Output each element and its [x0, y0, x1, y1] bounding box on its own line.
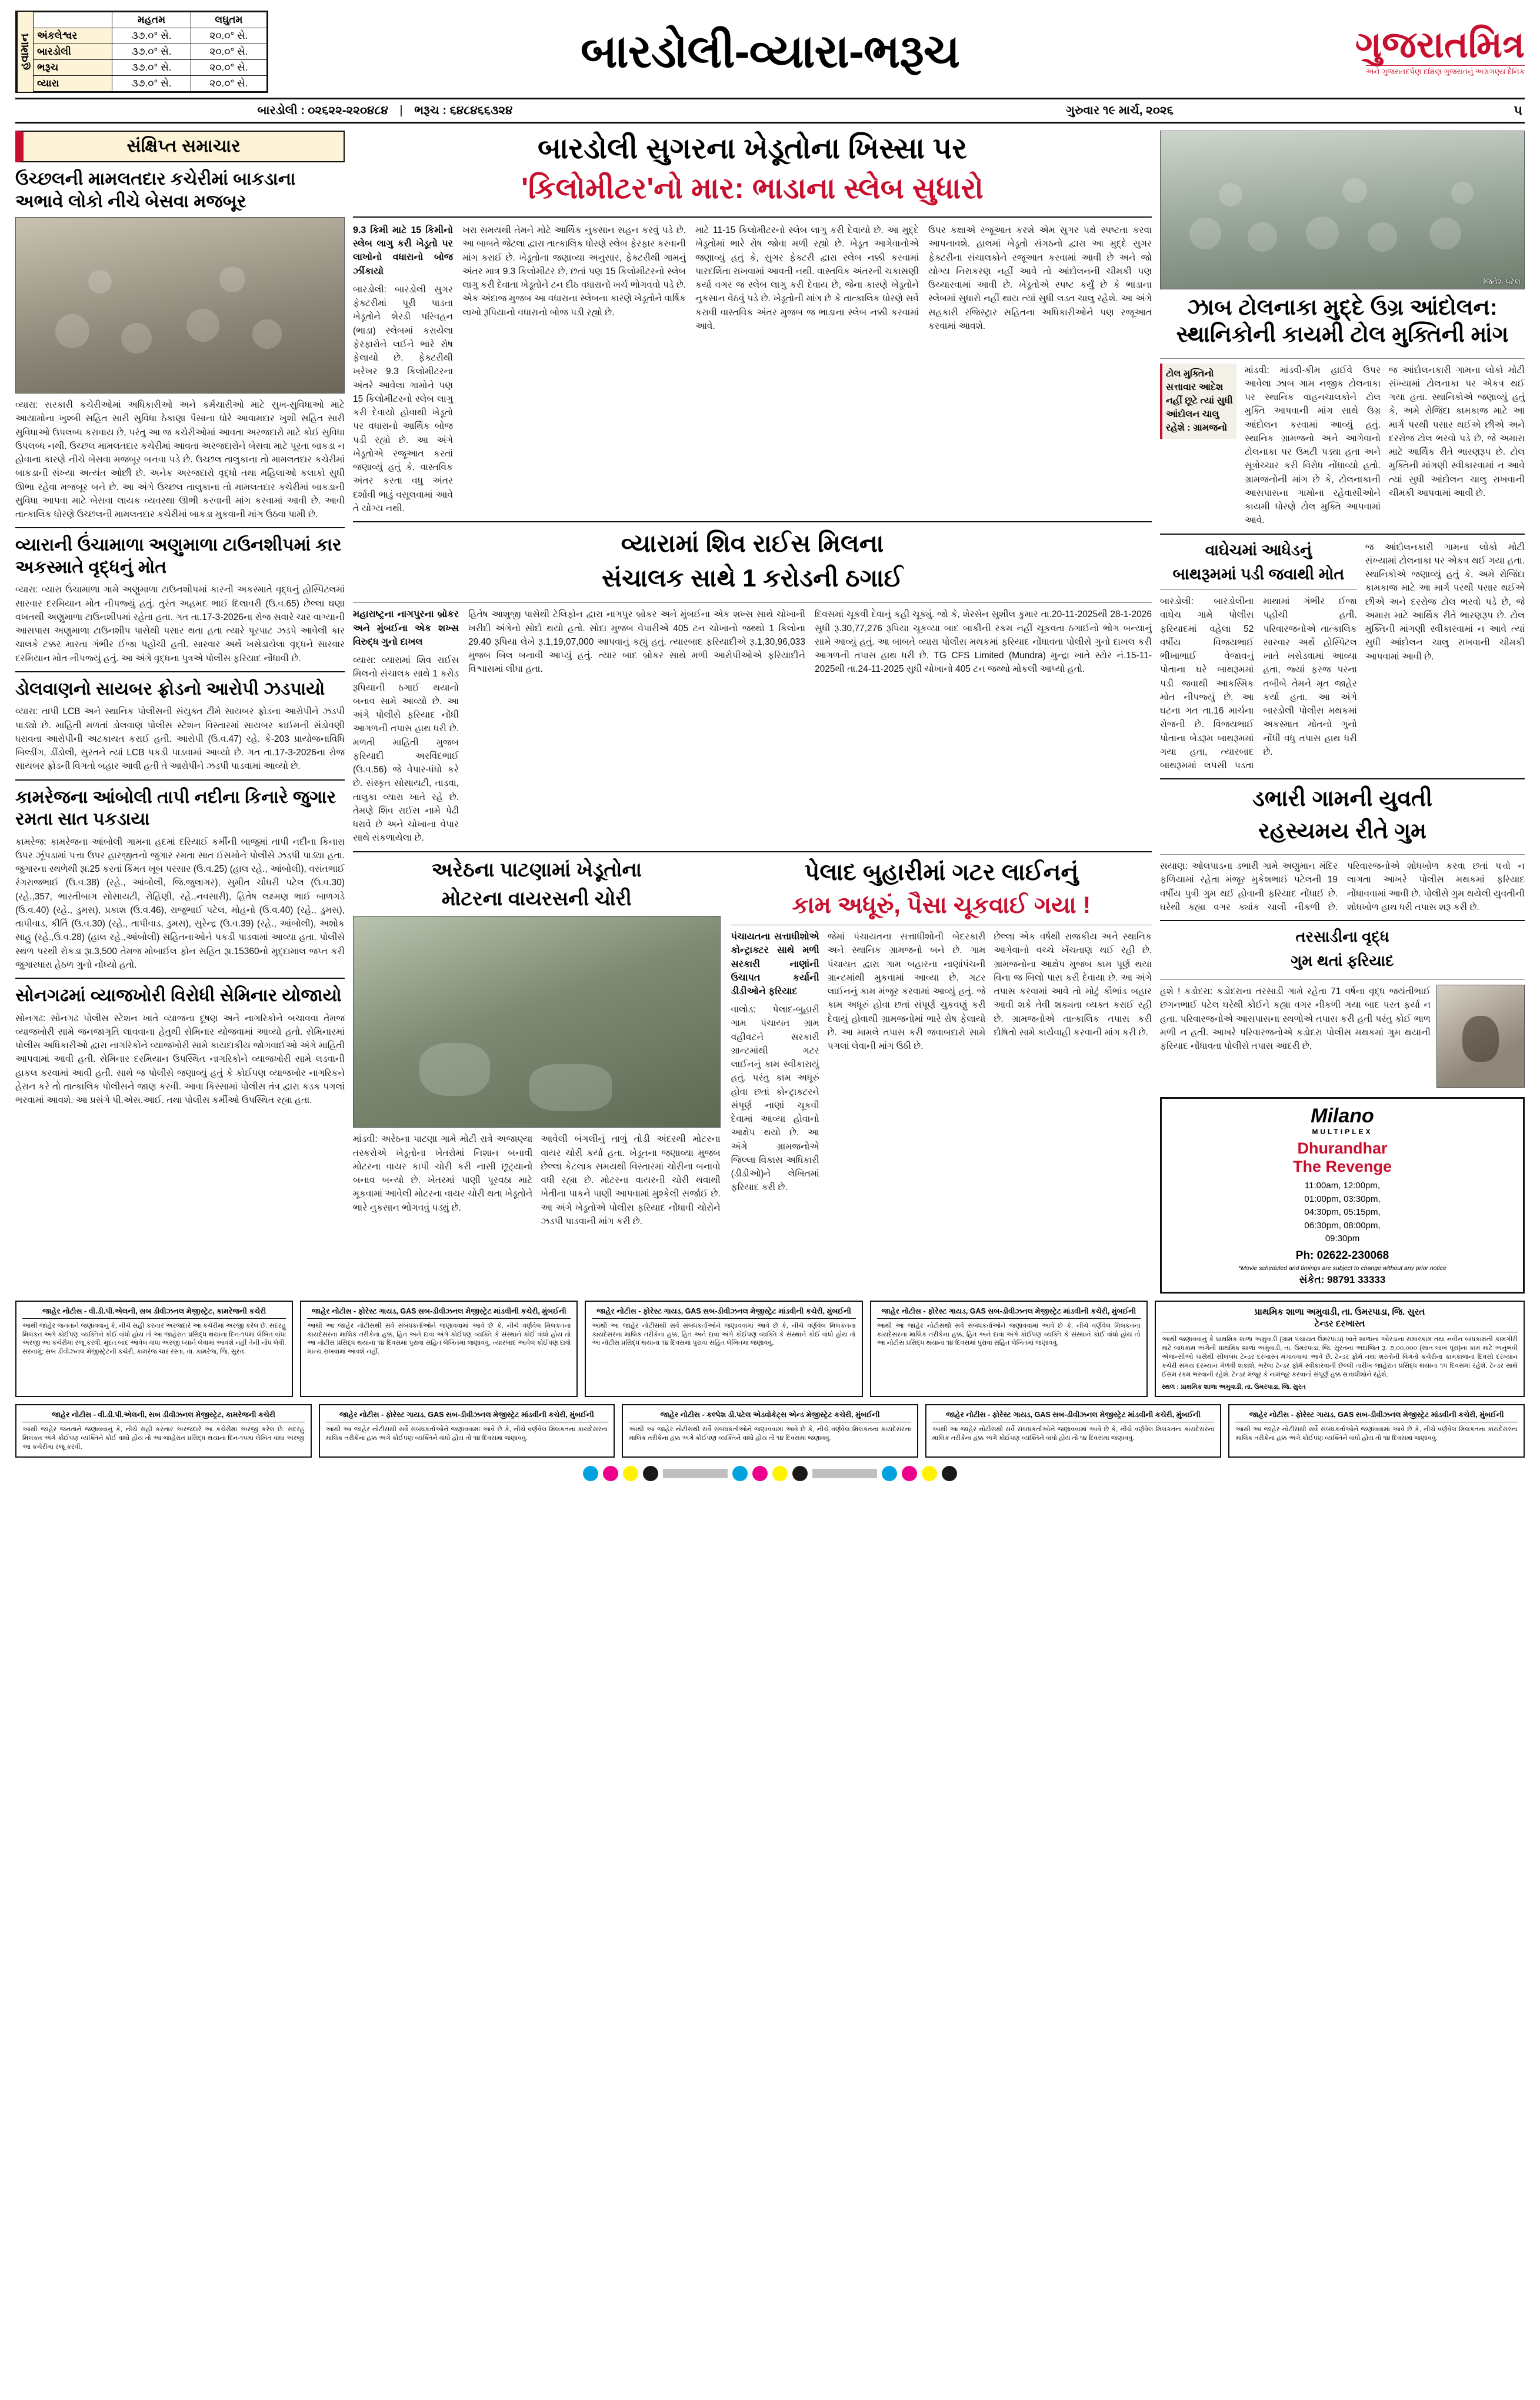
- weather-max: ૩૭.૦° સે.: [112, 28, 191, 44]
- cinema-advertisement[interactable]: [1160, 1097, 1525, 1294]
- weather-min: ૨૦.૦° સે.: [191, 28, 266, 44]
- rice-body-col2: હિતેષ આશુજી પાસેથી ટેલિફોન દ્વારા નાગપુર બ્રોકર અને મુંબઈના એક શખ્સ સાથે ચોખાની ખરીદી અંગેનો સોદો થયો હતો. સોદા મુજબ વેપારીએ 405 ટન ચોખાનો જથ્થો 1 કિલોના 29.40 રૂપિયા લેખે રૂ.1,19,07,000 આપવાનું કહ્યું હતું. ત્યારબાદ ફરિયાદીએ રૂ.1,30,96,033 મુજબ બિલ બનાવી આપ્યું હતું. ત્યાર બાદ બ્રોકર સાથે મળી આરોપીઓએ ફરિયાદીને વિશ્વાસમાં લીધા હતા.: [468, 609, 805, 675]
- ad-title: જાહેર નોટીસ - ફોરેસ્ટ ગાયડ, GAS સબ-ડીવીઝનલ મેજીસ્ટ્રેટ માંડવીની કચેરી, મુંબઈની: [592, 1306, 855, 1319]
- photo-toll-protest: [1160, 131, 1525, 289]
- ad-footer: સ્થળ : પ્રાથમિક શાળા અમુવાડી, તા. ઉમરપાડા, જિ. સુરત: [1161, 1383, 1306, 1391]
- ad-title: જાહેર નોટીસ - ફોરેસ્ટ ગાયડ, GAS સબ-ડીવીઝનલ મેજીસ્ટ્રેટ માંડવીની કચેરી, મુંબઈની: [877, 1306, 1141, 1319]
- cinema-sanket-number[interactable]: સંકેત: 98791 33333: [1299, 1274, 1386, 1285]
- missing-headline-line2: રહસ્યમય રીતે ગુમ: [1258, 818, 1426, 844]
- ad-body: આથી જાહેર જનતાને જણાવવાનું કે, નીચે સહી કરનાર અરજદારે આ કચેરીમાં અરજી કરેલ છે. સદરહુ મિલકત અંગે કોઈપણ વ્યક્તિને કોઈ વાંધો હોય તો આ જાહેરાત પ્રસિદ્ધ થયાના દિન-૧૫માં લેખિત વાંધા અરજી આ કચેરીમાં રજૂ કરવી. મુદત બાદ આવેલ વાંધા અરજી ધ્યાને લેવામાં આવશે નહીં તેની નોંધ લેવી. સરનામું: સબ ડીવીઝનલ મેજીસ્ટ્રેટની કચેરી, કામરેજ ચાર રસ્તા, તા. કામરેજ, જિ. સુરત.: [22, 1322, 286, 1356]
- cinema-brand-sub: MULTIPLEX: [1312, 1128, 1373, 1136]
- ad-body: આથી જણાવવાનું કે પ્રાથમિક શાળા અમુવાડી (ગ્રામ પંચાયત ઉમરપાડા) ખાતે શાળાના ઓરડાના સમારકામ તથા નવીન બાંધકામની કામગીરી માટે બાંધકામ અંગેની પ્રાથમિક શાળા અમુવાડી, તા. ઉમરપાડા, જિ. સુરતના અંદાજિત રૂ. ૭,૦૦,૦૦૦ (સાત લાખ પૂરા)ના કામ માટે અનુભવી એજન્સીઓ પાસેથી સીલબંધ ટેન્ડર દરખાસ્ત મંગાવવામાં આવે છે. ટેન્ડર ફોર્મ તથા શરતોની વિગતો કચેરીના કામકાજના દિવસો દરમ્યાન કચેરી સમય દરમ્યાન મેળવી શકાશે. ભરેલા ટેન્ડર ફોર્મ સ્વીકારવાની છેલ્લી તારીખ જાહેરાત પ્રસિદ્ધ થયાના ૧૫ દિવસમાં રહેશે. ટેન્ડર સાથે ઈસમ રકમ ભરવાની રહેશે. ટેન્ડર મંજૂર કે નામંજૂર કરવાનો સંપૂર્ણ હક્ક સત્તાધીશોને રહેશે.: [1161, 1336, 1518, 1378]
- classified-ads-row-2: [15, 1404, 1525, 1457]
- divider: [1160, 920, 1525, 921]
- rice-body-col3: દિવસમાં ચૂકવી દેવાનું કહી ચૂક્યું. જો કે, શેરસેન સુશીલ કુમાર તા.20-11-2025થી 28-1-2026 સુધી રૂ.30,77,276 રૂપિયા ચૂકવ્યા બાદ બાકીની રકમ નહીં ચૂકવતા ઠગાઈનો ભોગ બન્યાનું સામે આવ્યું હતું. આ બાબતે વ્યારા પોલીસ મથકમાં ફરિયાદ નોંધાવતા પોલીસે ગુનો દાખલ કરી આગળની તપાસ હાથ ધરી છે. TG CFS Limited (Mundra) મુન્દ્રા ખાતે સ્ટોર નં.15-11-2025થી તા.24-11-2025 સુધી ચોખાનો 405 ટન જથ્થો મોકલી આપ્યો હતો.: [815, 609, 1152, 675]
- table-row: [34, 76, 267, 92]
- gutter-body-col2: જેમાં પંચાયતના સત્તાધીશોની બેદરકારી અને સ્થાનિક ગ્રામજનો બને છે. ગામ પંચાયત દ્વારા ગામ બહારના નાણાંપંચની ગ્રાન્ટમાંથી મુકવામાં આવ્યા છે. ગટર લાઈનનું કામ મંજૂર કરવામાં આવ્યું હતું. જે કામ અધૂરું હોવા છતાં સંપૂર્ણ ચુકવણું કરી દેવાયું હોવાથી ગ્રામજનોમાં ભારે રોષ ફેલાયો છે. આ મામલે તપાસ કરી જવાબદારો સામે પગલાં લેવાની માંગ ઉઠી છે.: [827, 932, 986, 1052]
- ad-title: જાહેર નોટીસ - વી.ડી.પી.એલની, સબ ડીવીઝનલ મેજીસ્ટ્રેટ, કામરેજની કચેરી: [22, 1410, 305, 1422]
- photo-uchhal-office: [15, 217, 345, 394]
- ad-title: [1162, 1306, 1518, 1333]
- weather-max: ૩૭.૦° સે.: [112, 44, 191, 60]
- ad-body: આથી આ જાહેર નોટીસથી સર્વે સંબંધકર્તાઓને જણાવવામાં આવે છે કે, નીચે વર્ણવેલ મિલકતના કાયદેસરના માલિક તરીકેના હક્ક અંગે કોઈપણ વ્યક્તિને વાંધો હોય તો ૧૪ દિવસમાં જણાવવું.: [932, 1426, 1215, 1442]
- table-row: [34, 60, 267, 76]
- headline-uchhal-office: ઉચ્છલની મામલતદાર કચેરીમાં બાકડાના અભાવે લોકો નીચે બેસવા મજબૂર: [15, 169, 296, 211]
- theft-body-col2: આવેલી બંગલીનું તાળું તોડી અંદરથી મોટરના વાયર ચોરી કર્યા હતા. ખેડૂતના જણાવ્યા મુજબ છેલ્લા કેટલાક સમયથી વિસ્તારમાં ચોરીના બનાવો વધી રહ્યા છે. મોટરના વાયરની ચોરી થવાથી ખેતીના પાકને પાણી આપવામાં મુશ્કેલી સર્જાઈ છે. આ અંગે ખેડૂતોએ પોલીસ ફરિયાદ નોંધાવી ચોરોને ઝડપી પાડવાની માંગ કરી છે.: [541, 1134, 721, 1226]
- logo-tagline: અને ગુજરાતદર્પણ દક્ષિણ ગુજરાતનું અગ્રગણ્ય દૈનિક: [1366, 65, 1525, 76]
- divider: [1160, 778, 1525, 779]
- article-body-vyara-accident: વ્યારા: વ્યારા ઉંચામાળા ગામે અણુમાળા ટાઉનશીપમાં કારની અકસ્માતે વૃદ્ધનું હોસ્પિટલમાં સારવાર દરમિયાન મોત નીપજ્યું હતું. તુરંત અહમદ ભાઈ દિલાવરી (ઉ.વ.65) છેલ્લા ઘણા વખતથી અણુમાળા ટાઉનશીપમાં રહેતા હતા. ગત તા.17-3-2026ના રોજ સવારે ચાર વાગ્યાની આસપાસ અણુમાળા ટાઉનશીપ પાસેથી પસાર થતા હતા ત્યારે પૂરપાટ ઝડપે આવેલી કાર ચાલકે ટક્કર મારતા ગંભીર ઈજા પહોંચી હતી. સારવાર અર્થે ખસેડાયેલા વૃદ્ધને સારવાર દરમિયાન મોત નીપજ્યું હતું. આ અંગે વૃદ્ધના પુત્રએ પોલીસ ફરિયાદ નોંધાવી છે.: [15, 585, 345, 664]
- cinema-brand-name: Milano: [1311, 1105, 1374, 1128]
- contact-numbers: [18, 104, 752, 118]
- cinema-movie-line2: The Revenge: [1292, 1158, 1392, 1176]
- headline-cyber-fraud: ડોલવાણનો સાયબર ફ્રોડનો આરોપી ઝડપાયો: [15, 679, 325, 699]
- weather-city: વ્યારા: [34, 76, 112, 92]
- divider: [1160, 358, 1525, 359]
- showtime-row: 04:30pm, 05:15pm,: [1304, 1207, 1381, 1218]
- classified-ads-row-1: [15, 1301, 1525, 1398]
- cinema-brand: [1166, 1105, 1518, 1136]
- ad-body: આથી આ જાહેર નોટીસથી સર્વે સંબંધકર્તાઓને જણાવવામાં આવે છે કે, નીચે વર્ણવેલ મિલકતના કાયદેસરના માલિક તરીકેના હક્ક, હિત અને દાવા અંગે કોઈપણ વ્યક્તિ કે સંસ્થાને કોઈ વાંધો હોય તો આ નોટીસ પ્રસિદ્ધ થયાના ૧૪ દિવસમાં પુરાવા સહિત લેખિતમાં જણાવવું.: [592, 1322, 856, 1347]
- weather-box: [15, 11, 268, 93]
- weather-col-max: મહતમ: [112, 12, 191, 28]
- ad-school-tender: [1155, 1301, 1525, 1398]
- article-body-seminar: સોનગઢ: સોનગઢ પોલીસ સ્ટેશન ખાતે વ્યાજના દૂષણ અને નાગરિકોને બચાવવા તેમજ વ્યાજખોરી સામે જનજાગૃતિ લાવવાના હેતુથી સેમિનાર યોજવામાં આવ્યો હતો. સેમિનારમાં પોલીસ અધિકારીઓ દ્વારા નાગરિકોને વ્યાજખોરી સામે કાયદાકીય જોગવાઈઓ અંગે માહિતી આપવામાં આવી હતી. સેમિનાર દરમિયાન ઉપસ્થિત નાગરિકોને વ્યાજખોરી સામે લડવાની હાકલ કરવામાં આવી હતી. સાથે જ પોલીસે જણાવ્યું હતું કે કોઈપણ વ્યાજખોર નાગરિકને હેરાન કરે તો તાત્કાલિક પોલીસને જાણ કરવી. આવા કિસ્સામાં પોલીસ તંત્ર દ્વારા કડક પગલાં ભરવામાં આવશે. આ પ્રસંગે પી.એસ.આઈ. તથા પોલીસ કર્મીઓ ઉપસ્થિત રહ્યા હતા.: [15, 1013, 345, 1105]
- divider: [15, 671, 345, 672]
- divider: [353, 216, 1152, 218]
- divider: [1160, 854, 1525, 855]
- divider: [353, 521, 1152, 522]
- ad-title: જાહેર નોટીસ - વી.ડી.પી.એલની, સબ ડીવીઝનલ મેજીસ્ટ્રેટ, કામરેજની કચેરી: [22, 1306, 286, 1319]
- ad-notice: [15, 1301, 293, 1398]
- publication-date: ગુરુવાર ૧૯ માર્ચ, ૨૦૨૬: [1066, 104, 1174, 117]
- rice-subheadline: મહારાષ્ટ્રના નાગપુરના બ્રોકર અને મુંબઈના એક શખ્સ વિરુદ્ધ ગુનો દાખલ: [353, 609, 459, 647]
- divider: [1160, 979, 1525, 980]
- table-row: [34, 28, 267, 44]
- ad-body: આથી આ જાહેર નોટીસથી સર્વે સંબંધકર્તાઓને જણાવવામાં આવે છે કે, નીચે વર્ણવેલ મિલકતના કાયદેસરના માલિક તરીકેના હક્ક, હિત અને દાવા અંગે કોઈપણ વ્યક્તિ કે સંસ્થાને કોઈ વાંધો હોય તો આ નોટીસ પ્રસિદ્ધ થયાના ૧૪ દિવસમાં પુરાવા સહિત લેખિતમાં જણાવવું. ત્યારબાદ આવેલ કોઈપણ દાવો માન્ય રાખવામાં આવશે નહીં.: [307, 1322, 571, 1356]
- divider: [1160, 534, 1525, 535]
- masthead: [15, 11, 1525, 99]
- ad-notice: [1228, 1404, 1525, 1457]
- bathroom-headline-line1: વાઘેચમાં આધેડનું: [1205, 541, 1312, 559]
- ad-body: આથી જાહેર જનતાને જણાવવાનું કે, નીચે સહી કરનાર અરજદારે આ કચેરીમાં અરજી કરેલ છે. સદરહુ મિલકત અંગે કોઈપણ વ્યક્તિને કોઈ વાંધો હોય તો આ જાહેરાત પ્રસિદ્ધ થયાના દિન-૧૫માં લેખિત વાંધા અરજી આ કચેરીમાં રજૂ કરવી.: [22, 1426, 305, 1451]
- weather-max: ૩૭.૦° સે.: [112, 60, 191, 76]
- ad-notice: [870, 1301, 1148, 1398]
- edition-title-block: [268, 11, 1272, 93]
- weather-min: ૨૦.૦° સે.: [191, 44, 266, 60]
- toll-body-col3: જ આંદોલનકારી ગામના લોકો મોટી સંખ્યામાં ટોલનાકા પર એકત્ર થઈ ગયા હતા. સ્થાનિકોએ જણાવ્યું હતું કે, અમે રોજિંદા કામકાજ માટે આ માર્ગ પરથી પસાર થઈએ છીએ અને દરરોજ ટોલ ભરવો પડે છે, જે અમારા માટે આર્થિક રીતે ભારણરૂપ છે. ટોલ મુક્તિની માંગણી સ્વીકારવામાં ન આવે ત્યાં સુધી આંદોલન ચાલુ રાખવાની ચીમકી આપવામાં આવી છે.: [1365, 542, 1525, 662]
- lead-body-col3: માટે 11-15 કિલોમીટરનો સ્લેબ લાગુ કરી દેવાયો છે. આ મુદ્દે ખેડૂતોમાં ભારે રોષ જોવા મળી રહ્યો છે. ખેડૂત આગેવાનોએ જણાવ્યું હતું કે, સુગર ફેક્ટરી દ્વારા સ્લેબ નક્કી કરવામાં પારદર્શિતા રાખવામાં આવતી નથી. વાસ્તવિક અંતરની ચકાસણી કર્યા વગર જ સ્લેબ લાગુ કરી દેવાય છે, જેના કારણે ખેડૂતોને નુકસાન વેઠવું પડે છે. ખેડૂતોની માંગ છે કે તાત્કાલિક ધોરણે સર્વે કરાવી વાસ્તવિક અંતર મુજબ જ ભાડાના સ્લેબ નક્કી કરવામાં આવે.: [695, 225, 919, 331]
- weather-col-min: લઘુતમ: [191, 12, 266, 28]
- divider: [353, 602, 1152, 603]
- weather-min: ૨૦.૦° સે.: [191, 76, 266, 92]
- photo-caption: જિતેશ પટેલ: [1483, 277, 1521, 286]
- divider: [1160, 589, 1357, 590]
- lead-body-col2: ખરા સમયથી તેમને મોટે આર્થિક નુકસાન સહન કરવું પડે છે. આ બાબતે જેટલા દ્વારા તાત્કાલિક ધોરણે સ્લેબ ફેરફાર કરવાની માંગ કરાઈ છે. ખેડૂતોના જણાવ્યા અનુસાર, ફેક્ટરીથી ગામનું અંતર માત્ર 9.3 કિલોમીટર છે, છતાં પણ 15 કિલોમીટરનો સ્લેબ લાગુ કરી દેવાતા ખેડૂતોને ટન દીઠ વધારાનો ખર્ચ ભોગવવો પડે છે. એક અંદાજ મુજબ આ વધારાના સ્લેબના કારણે ખેડૂતોને વાર્ષિક લાખો રૂપિયાનો વધારાનો બોજ પડી રહ્યો છે.: [462, 225, 686, 318]
- ad-notice: [319, 1404, 615, 1457]
- cinema-movie-title: [1166, 1139, 1518, 1176]
- gutter-subheadline: પંચાયતના સત્તાધીશોએ કોન્ટ્રાક્ટર સાથે મળી સરકારી નાણાંની ઉચાપત કર્યાની ડીડીઓને ફરિયાદ: [731, 932, 819, 996]
- lead-kicker: 9.3 કિમી માટે 15 કિમીનો સ્લેબ લાગુ કરી ખેડૂતો પર લાખોનો વધારાનો બોજ ઝીંકાયો: [353, 225, 453, 276]
- showtime-row: 06:30pm, 08:00pm,: [1304, 1220, 1381, 1231]
- cinema-showtimes: [1166, 1179, 1518, 1246]
- article-body-gambling-raid: કામરેજ: કામરેજના આંબોલી ગામના હદમાં દરિયાઈ કર્મીની બાજુમાં તાપી નદીના કિનારા ઉપર ઝૂંપડામાં પત્તા ઉપર હારજીતનો જુગાર રમતા સાત ઈસમોને પોલીસે ઝડપી પાડ્યા હતા. જુગારના સ્થળેથી રૂા.25 કરતાં કિંમત ખૂબ પરસાર (ઉ.વ.25) (હાલ રહે., આંબોલી), વસંતભાઈ રંગરાજભાઈ (ઉ.વ.38) (રહે., આંબોલી, જિ.જુલાગર), સુમીત ચૌધરી પટેલ (ઉ.વ.30) (રહે.,357, ભારતીબાગ સોસાયટી, રોહિણી, રહે.,નવસારી), હિતેષ લક્ષ્મણ ભાઈ બાળગડે (ઉ.વ.40) (રહે., ડુમસ), પ્રકાશ (ઉ.વ.46), રાજુભાઈ પટેલ, મોહનો (ઉ.વ.40) (રહે., ડુમસ), તાપીવાડ, કીર્તિ (ઉ.વ.30) (રહે., તાપીવાડ, ડુમસ), સુરેન્દ્ર (ઉ.વ.39) (રહે., આંબોલી), અશોક સાહુ (રહે.,ઉ.વ.28) (હાલ રહે.,આંબોલી) સહિતનાઓને પકડી પાડવામાં આવ્યા હતા. પોલીસે સ્થળ પરથી રોકડા રૂા.3,500 તેમજ મોબાઈલ ફોન સહિત રૂા.15360નો મુદ્દામાલ જપ્ત કરી જુગારધારા હેઠળ ગુનો નોંધ્યો હતો.: [15, 836, 345, 970]
- gutter-headline-line1: પેલાદ બુહારીમાં ગટર લાઈનનું: [804, 859, 1079, 885]
- cinema-phone[interactable]: Ph: 02622-230068: [1295, 1249, 1389, 1262]
- theft-headline-line2: મોટરના વાયરસની ચોરી: [441, 888, 632, 910]
- ad-notice: [300, 1301, 578, 1398]
- missing-headline-line1: ડભારી ગામની યુવતી: [1252, 786, 1433, 812]
- photo-field-motor-theft: [353, 916, 721, 1128]
- photo-missing-person: [1436, 985, 1525, 1088]
- divider: |: [399, 104, 403, 117]
- print-registration-marks: [15, 1458, 1525, 1481]
- ad-body: આથી આ જાહેર નોટીસથી સર્વે સંબંધકર્તાઓને જણાવવામાં આવે છે કે, નીચે વર્ણવેલ મિલકતના કાયદેસરના માલિક તરીકેના હક્ક અંગે કોઈપણ વ્યક્તિને વાંધો હોય તો ૧૪ દિવસમાં જણાવવું.: [1235, 1426, 1518, 1442]
- gutter-body-col3: છેલ્લા એક વર્ષથી રાજકીય અને સ્થાનિક આગેવાનો વચ્ચે ખેંચતાણ થઈ રહી છે. ગ્રામજનોના આક્ષેપ મુજબ કામ પૂર્ણ થયા વિના જ બિલો પાસ કરી દેવાયા છે. આ અંગે તપાસ કરવામાં આવે તો મોટું કૌભાંડ બહાર આવી શકે તેવી શક્યતા વ્યક્ત કરાઈ રહી છે. ગ્રામજનોએ તાત્કાલિક તપાસ કરી દોષિતો સામે કાર્યવાહી કરવાની માંગ કરી છે.: [994, 932, 1152, 1038]
- masthead-logo: [1272, 11, 1525, 93]
- phone-bharuch: ભરૂચ : ૬૪૮૪૬૬૩૨૪: [414, 104, 513, 117]
- ad-title: જાહેર નોટીસ - ફોરેસ્ટ ગાયડ, GAS સબ-ડીવીઝનલ મેજીસ્ટ્રેટ માંડવીની કચેરી, મુંબઈની: [932, 1410, 1215, 1422]
- lead-headline-line2: 'કિલોમીટર'નો માર: ભાડાના સ્લેબ સુધારો: [521, 172, 984, 205]
- weather-col-blank: [34, 12, 112, 28]
- ad-title: જાહેર નોટીસ - ફોરેસ્ટ ગાયડ, GAS સબ-ડીવીઝનલ મેજીસ્ટ્રેટ માંડવીની કચેરી, મુંબઈની: [326, 1410, 608, 1422]
- toll-tagline: ટોલ મુક્તિનો સત્તાવાર આદેશ નહીં છૂટે ત્યાં સુધી આંદોલન ચાલુ રહેશે : ગ્રામજનો: [1160, 364, 1236, 439]
- ad-title: જાહેર નોટીસ - કલ્પેશ ડી.પટેલ એડવોકેટ્સ એન્ડ મેજીસ્ટ્રેટ કચેરી, મુંબઈની: [629, 1410, 911, 1422]
- old-missing-headline-line1: તરસાડીના વૃદ્ધ: [1295, 928, 1389, 946]
- page-title: બારડોલી-વ્યારા-ભરૂચ: [580, 25, 960, 77]
- ad-notice: [15, 1404, 312, 1457]
- section-header-brief-news: સંક્ષિપ્ત સમાચાર: [15, 131, 345, 162]
- ad-title-line1: પ્રાથમિક શાળા અમુવાડી, તા. ઉમરપાડા, જિ. સુરત: [1254, 1306, 1425, 1317]
- ad-body: આથી આ જાહેર નોટીસથી સર્વે સંબંધકર્તાઓને જણાવવામાં આવે છે કે, નીચે વર્ણવેલ મિલકતના કાયદેસરના માલિક તરીકેના હક્ક અંગે કોઈપણ વ્યક્તિને વાંધો હોય તો ૧૪ દિવસમાં જણાવવું.: [325, 1426, 608, 1442]
- divider: [15, 527, 345, 528]
- weather-max: ૩૭.૦° સે.: [112, 76, 191, 92]
- cinema-movie-line1: Dhurandhar: [1297, 1139, 1388, 1158]
- showtime-row: 09:30pm: [1325, 1234, 1360, 1244]
- weather-city: ભરૂચ: [34, 60, 112, 76]
- bathroom-headline-line2: બાથરૂમમાં પડી જવાથી મોત: [1172, 565, 1345, 584]
- ad-notice: [925, 1404, 1222, 1457]
- cinema-disclaimer: *Movie scheduled and timings are subject to change without any prior notice: [1238, 1264, 1446, 1272]
- bathroom-body: બારડોલી: બારડોલીના વાઘેચ ગામે પોલીસ ફરિયાદમાં વહેલા 52 વર્ષીય વિજયભાઈ ભીખાભાઈ વેજાવનું પોતાના ઘરે બાથરૂમમાં પડી જવાથી આકસ્મિક મોત નીપજ્યું છે. આ ઘટના ગત તા.16 માર્ચના રોજની છે. વિજયભાઈ પોતાના બેડરૂમ બાથરૂમમાં ગયા હતા, ત્યારબાદ બાથરૂમમાં લપસી પડતા માથામાં ગંભીર ઈજા પહોંચી હતી. પરિવારજનોએ તાત્કાલિક સારવાર અર્થે હોસ્પિટલ ખાતે ખસેડવામાં આવ્યા હતા, જ્યાં ફરજ પરના તબીબે તેમને મૃત જાહેર કર્યા હતા. આ અંગે બારડોલી પોલીસ મથકમાં અકસ્માત મોતનો ગુનો નોંધી વધુ તપાસ હાથ ધરી છે.: [1160, 596, 1357, 771]
- center-column: [353, 131, 1152, 1294]
- ad-notice: [622, 1404, 918, 1457]
- toll-body-col2: જ આંદોલનકારી ગામના લોકો મોટી સંખ્યામાં ટોલનાકા પર એકત્ર થઈ ગયા હતા. સ્થાનિકોએ જણાવ્યું હતું કે, અમે રોજિંદા કામકાજ માટે આ માર્ગ પરથી પસાર થઈએ છીએ અને દરરોજ ટોલ ભરવો પડે છે, જે અમારા માટે આર્થિક રીતે ભારણરૂપ છે. ટોલ મુક્તિની માંગણી સ્વીકારવામાં ન આવે ત્યાં સુધી આંદોલન ચાલુ રાખવાની ચીમકી આપવામાં આવી છે.: [1389, 365, 1525, 498]
- showtime-row: 01:00pm, 03:30pm,: [1304, 1194, 1381, 1204]
- divider: [15, 779, 345, 781]
- rice-body-col1: વ્યારા: વ્યારામાં શિવ રાઈસ મિલનો સંચાલક સાથે 1 કરોડ રૂપિયાની ઠગાઈ થયાનો બનાવ સામે આવ્યો છે. આ અંગે પોલીસે ફરિયાદ નોંધી આગળની તપાસ હાથ ધરી છે. મળતી માહિતી મુજબ ફરિયાદી અરવિંદભાઈ (ઉ.વ.56) જે વેપાર-ધંધો કરે છે. સંસ્કૃત સોસાયટી, તાડવા, તાલુકા વ્યારા ખાતે રહે છે. તેમણે શિવ રાઈસ નામે પેઢી ધરાવે છે અને ચોખાના વેપાર સાથે સંકળાયેલા છે.: [353, 655, 459, 844]
- old-missing-body: હશે ! કડોદરા: કડોદરાના તરસાડી ગામે રહેતા 71 વર્ષના વૃદ્ધ જયંતીભાઈ છગનભાઈ પટેલ ઘરેથી કોઈને કહ્યા વગર નીકળી ગયા બાદ પરત ફર્યા ન હતા. પરિવારજનોએ આસપાસના સ્થળોએ તપાસ કરી હતી પરંતુ કોઈ ભાળ મળી ન હતી. આખરે પરિવારજનોએ કડોદરા પોલીસ મથકમાં ગુમ થયાની ફરિયાદ નોંધાવતા પોલીસે તપાસ આદરી છે.: [1160, 986, 1431, 1052]
- page-number: ૫: [1514, 103, 1522, 118]
- lead-headline-line1: બારડોલી સુગરના ખેડૂતોના ખિસ્સા પર: [537, 132, 968, 165]
- theft-body-col1: માંડવી: અરેઠના પાટણા ગામે મોટી રાત્રે અજાણ્યા તસ્કરોએ ખેડૂતોના ખેતરોમાં નિશાન બનાવી મોટરના વાયર કાપી ચોરી કરી નાસી છૂટ્યાનો બનાવ બન્યો છે. ખેતરમાં પાણી પૂરવઠા માટે મૂકવામાં આવેલી મોટરના વાયર ચોરી થતા ખેડૂતોને ભારે નુકસાન ભોગવવું પડ્યું છે.: [353, 1134, 533, 1213]
- lead-body-col4: ઉપર કક્ષાએ રજૂઆત કરશે એમ સુગર પક્ષે સ્પષ્ટતા કરવા આપનાવશે. હાલમાં ખેડૂતો સંગઠનો દ્વારા આ મુદ્દે સુગર ફેક્ટરીના સંચાલકોને રજૂઆત કરવામાં આવી છે અને જો યોગ્ય નિરાકરણ નહીં આવે તો આંદોલનની ચીમકી પણ ઉચ્ચારવામાં આવી છે. ખેડૂતોએ સ્પષ્ટ કર્યું છે કે ભાડાના સ્લેબમાં સુધારો નહીં થાય ત્યાં સુધી લડત ચાલુ રહેશે. આ અંગે સહકારી રજિસ્ટ્રાર સહિતના અધિકારીઓને પણ રજૂઆત કરવામાં આવશે.: [928, 225, 1152, 331]
- table-row: [34, 44, 267, 60]
- showtime-row: 11:00am, 12:00pm,: [1304, 1181, 1381, 1191]
- old-missing-headline-line2: ગુમ થતાં ફરિયાદ: [1291, 951, 1394, 969]
- ad-body: આથી આ જાહેર નોટીસથી સર્વે સંબંધકર્તાઓને જણાવવામાં આવે છે કે, નીચે વર્ણવેલ મિલકતના કાયદેસરના માલિક તરીકેના હક્ક અંગે કોઈપણ વ્યક્તિને વાંધો હોય તો ૧૪ દિવસમાં જણાવવું.: [629, 1426, 911, 1442]
- toll-headline: ઝાબ ટોલનાકા મુદ્દે ઉગ્ર આંદોલન: સ્થાનિકોની કાયમી ટોલ મુક્તિની માંગ: [1176, 295, 1509, 348]
- rice-headline-line2: સંચાલક સાથે 1 કરોડની ઠગાઈ: [602, 564, 903, 592]
- info-bar: [15, 99, 1525, 124]
- weather-city: બારડોલી: [34, 44, 112, 60]
- gutter-body-col1: વાલોડ: પેલાદ-બુહારી ગામ પંચાયત ગ્રામ વહીવટને સરકારી ગ્રાન્ટમાંથી ગટર લાઈનનું કામ સ્વીકારાયું હતું. પરંતુ કામ અધૂરું હોવા છતાં કોન્ટ્રાક્ટરને સંપૂર્ણ નાણાં ચૂકવી દેવામાં આવ્યા હોવાનો આક્ષેપ થયો છે. આ અંગે ગ્રામજનોએ જિલ્લા વિકાસ અધિકારી (ડીડીઓ)ને લેખિતમાં ફરિયાદ કરી છે.: [731, 1005, 819, 1193]
- rice-headline-line1: વ્યારામાં શિવ રાઈસ મિલના: [621, 529, 884, 557]
- ad-notice: [585, 1301, 862, 1398]
- headline-seminar: સોનગઢમાં વ્યાજખોરી વિરોધી સેમિનાર યોજાયો: [15, 986, 342, 1005]
- weather-city: અંકલેશ્વર: [34, 28, 112, 44]
- article-body-uchhal-office: વ્યારા: સરકારી કચેરીઓમાં અધિકારીઓ અને કર્મચારીઓ માટે સુખ-સુવિધાઓ માટે આયામોના ખુશ્બી સહિત સારી સુવિધા ઠેકાણા પૈસાના ધોરે આવામદાર ખુશી સહિત સારી સુવિધાઓ ઉપલબ્ધ કરાવાય છે, પરંતુ આ જ કચેરીઓમાં આવતા અરજદારો માટે કોઈ સુવિધા ઉપલબ્ધ નથી. ઉચ્છલ મામલતદાર કચેરીમાં આવતા અરજદારોને બેસવા માટે પૂરતા બાકડા ન હોવાના કારણે નીચે બેસવા મજબૂર બનવા પડે છે. ઉચ્છલ તાલુકાના તો મામલતદાર કચેરીમાં બાકડાની સંખ્યા અત્યંત ઓછી છે. અનેક અરજદારો વૃદ્ધો તથા મહિલાઓ કલાકો સુધી ઊભા રહેવા મજબૂર બને છે. આ અંગે ઉચ્છલ તાલુકાના તો મામલતદાર કચેરીમાં બાકડાની સુવિધા આપવા માટે બેસવા લાયક વ્યવસ્થા ઊભી કરવાની માંગ કરવામાં આવી છે. આવી તાત્કાલિક ધોરણે ઉચ્છલની મામલતદાર કચેરીમાં બાકડા મુકવાની માંગ ઉઠવા પામી છે.: [15, 400, 345, 519]
- toll-body-col1: માંડવી: માંડવી-કીમ હાઈવે ઉપર આવેલા ઝાબ ગામ નજીક ટોલનાકા પર સ્થાનિક વાહનચાલકોને ટોલ મુક્તિ આપવાની માંગ સાથે ઉગ્ર આંદોલન કરવામાં આવ્યું હતું. સ્થાનિક ગ્રામજનો અને આગેવાનો ટોલનાકા પર ઉમટી પડ્યા હતા અને સૂત્રોચ્ચાર કરી વિરોધ નોંધાવ્યો હતો. ગ્રામજનોની માંગ છે કે, ટોલનાકાની આસપાસના ગામોના રહેવાસીઓને કાયમી ધોરણે ટોલ મુક્તિ આપવામાં આવે.: [1245, 365, 1381, 526]
- ad-title: જાહેર નોટીસ - ફોરેસ્ટ ગાયડ, GAS સબ-ડીવીઝનલ મેજીસ્ટ્રેટ માંડવીની કચેરી, મુંબઈની: [307, 1306, 571, 1319]
- weather-side-label: હવામાન: [16, 12, 33, 92]
- phone-bardoli: બારડોલી : ૦૨૬૨૨-૨૨૦૪૮૪: [257, 104, 388, 117]
- weather-table: [33, 12, 267, 92]
- ad-title: જાહેર નોટીસ - ફોરેસ્ટ ગાયડ, GAS સબ-ડીવીઝનલ મેજીસ્ટ્રેટ માંડવીની કચેરી, મુંબઈની: [1235, 1410, 1518, 1422]
- ad-title-line2: ટેન્ડર દરખાસ્ત: [1314, 1319, 1365, 1329]
- headline-vyara-accident: વ્યારાની ઉંચામાળા અણુમાળા ટાઉનશીપમાં કાર અકસ્માતે વૃદ્ધનું મોત: [15, 535, 342, 577]
- gutter-headline-line2: કામ અધૂરું, પૈસા ચૂકવાઈ ગયા !: [792, 892, 1091, 919]
- weather-min: ૨૦.૦° સે.: [191, 60, 266, 76]
- divider: [15, 978, 345, 979]
- left-column: [15, 131, 345, 1294]
- lead-body-col1: બારડોલી: બારડોલી સુગર ફેક્ટરીમાં પૂરી પાડતા ખેડૂતોને શેરડી પરિવહન (ભાડા) સ્લેબમાં કરાયેલા ફેરફારોને લઈને ભારે રોષ ફેલાયો છે. ફેક્ટરીથી ખરેખર 9.3 કિલોમીટરના અંતરે આવેલા ગામોને પણ 15 કિલોમીટરનો સ્લેબ લાગુ કરી દેવાયો હોવાથી ખેડૂતો પર વધારાનો આર્થિક બોજ પડી રહ્યો છે. આ અંગે ખેડૂતોએ રજૂઆત કરતાં જણાવ્યું હતું કે, વાસ્તવિક અંતર કરતા વધુ અંતર દર્શાવી ભાડું વસૂલવામાં આવે તે યોગ્ય નથી.: [353, 284, 453, 514]
- headline-gambling-raid: કામરેજના આંબોલી તાપી નદીના કિનારે જુગાર રમતા સાત પકડાયા: [15, 787, 336, 829]
- theft-headline-line1: અરેઠના પાટણામાં ખેડૂતોના: [431, 858, 642, 881]
- missing-body: સયાણ: ઓલપાડના ડભારી ગામે અણુમાન મંદિર ફળિયામાં રહેતા મંજૂર મુકેશભાઈ પટેલની 19 વર્ષીય પુત્રી ગુમ થઈ હોવાની ફરિયાદ નોંધાઈ છે. ઘરેથી કહ્યા વગર ક્યાંક ચાલી નીકળી છે. પરિવારજનોએ શોધખોળ કરવા છતાં પત્તો ન લાગતા આખરે પોલીસ મથકમાં ફરિયાદ નોંધાવવામાં આવી છે. પોલીસે ગુમ થયેલી યુવતીની શોધખોળ હાથ ધરી તપાસ શરૂ કરી છે.: [1160, 861, 1525, 912]
- main-content: [15, 124, 1525, 1294]
- logo-text: ગુજરાતમિત્ર: [1355, 25, 1525, 65]
- right-column: [1160, 131, 1525, 1294]
- divider: [353, 851, 1152, 852]
- article-body-cyber-fraud: વ્યારા: તાપી LCB અને સ્થાનિક પોલીસની સંયુક્ત ટીમે સાયબર ફ્રોડના આરોપીને ઝડપી પાડ્યો છે. માહિતી મળતાં ડોલવાણ પોલીસ સ્ટેશન વિસ્તારમાં સાયબર ક્રાઈમની સંડોવણી ધરાવતા આરોપીની અટકાયત કરાઈ હતી. આરોપી (ઉ.વ.47) રહે. કે-203 પ્રાયોજનાવિધિ બિલ્ડીંગ, ડીંડોલી, સુરતને ત્યાં LCB પકડી પાડવામાં આવ્યો છે. ગત તા.17-3-2026ના રોજ સાયબર ફ્રોડની વિગતો બહાર આવી હતી તે આરોપીને ઝડપી પાડવામાં આવ્યો છે.: [15, 706, 345, 772]
- ad-body: આથી આ જાહેર નોટીસથી સર્વે સંબંધકર્તાઓને જણાવવામાં આવે છે કે, નીચે વર્ણવેલ મિલકતના કાયદેસરના માલિક તરીકેના હક્ક, હિત અને દાવા અંગે કોઈપણ વ્યક્તિ કે સંસ્થાને કોઈ વાંધો હોય તો આ નોટીસ પ્રસિદ્ધ થયાના ૧૪ દિવસમાં પુરાવા સહિત લેખિતમાં જણાવવું.: [876, 1322, 1141, 1347]
